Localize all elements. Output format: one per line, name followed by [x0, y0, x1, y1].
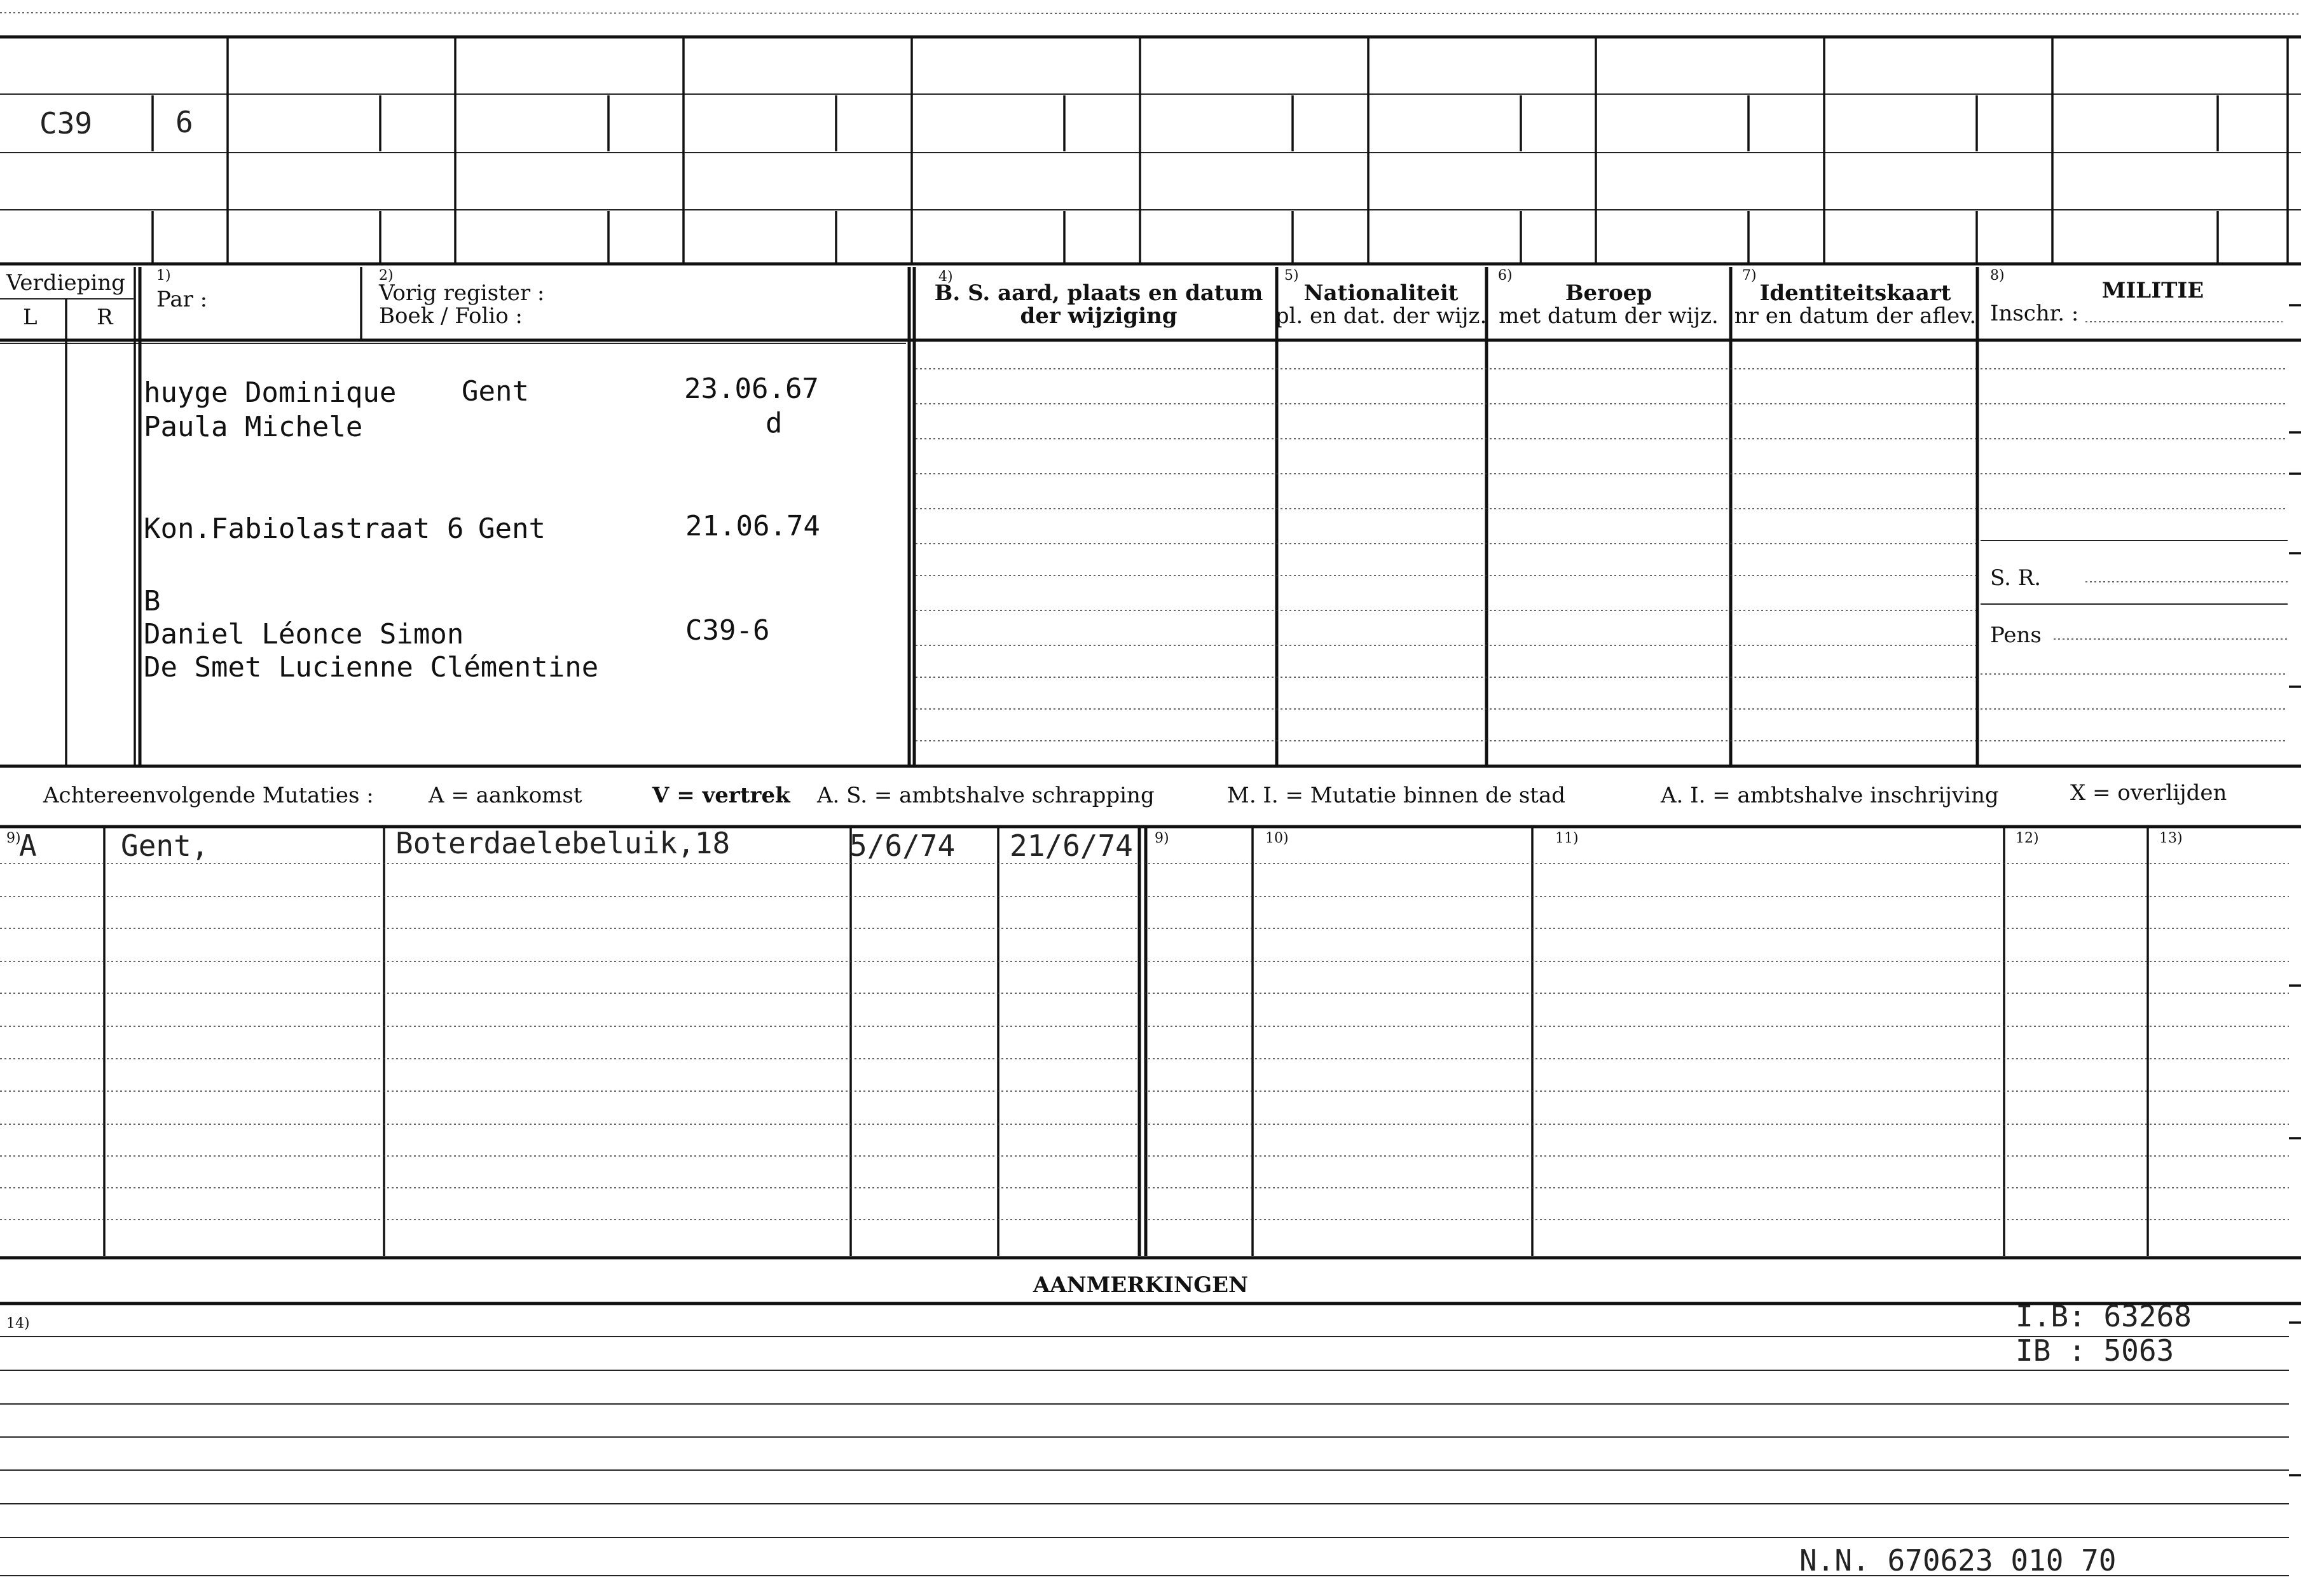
card-reference: C39-6	[685, 614, 770, 647]
national-number: N.N. 670623 010 70	[1799, 1543, 2117, 1578]
col7-title: Identiteitskaart	[1759, 280, 1951, 306]
card-code: C39	[39, 106, 93, 141]
mutation-date-2: 21/6/74	[1010, 829, 1133, 863]
col4-title: B. S. aard, plaats en datum	[934, 280, 1263, 306]
legend-v: V = vertrek	[652, 783, 790, 808]
col5-title: Nationaliteit	[1303, 280, 1459, 306]
address-date: 21.06.74	[685, 510, 820, 542]
l-label: L	[23, 305, 38, 330]
status-letter: B	[144, 585, 161, 617]
col6-subtitle: met datum der wijz.	[1499, 303, 1719, 329]
name-line-1: huyge Dominique	[144, 376, 397, 409]
remarks-title: AANMERKINGEN	[1033, 1272, 1249, 1298]
legend-ai: A. I. = ambtshalve inschrijving	[1661, 783, 1999, 808]
name-line-2: Paula Michele	[144, 411, 363, 443]
mother-name: De Smet Lucienne Clémentine	[144, 651, 599, 684]
militie-title: MILITIE	[2101, 278, 2204, 303]
col13-number: 13)	[2159, 830, 2183, 846]
ib-number-1: I.B: 63268	[2016, 1299, 2192, 1333]
mutation-date-1: 5/6/74	[849, 829, 956, 863]
col4-number: 4)	[938, 269, 953, 285]
inschr-label: Inschr. :	[1990, 301, 2079, 326]
col9b-number: 9)	[1155, 830, 1169, 846]
sex-mark: d	[766, 407, 783, 439]
legend-a: A = aankomst	[429, 783, 582, 808]
birth-date: 23.06.67	[684, 373, 819, 405]
r-label: R	[97, 305, 113, 330]
top-grid	[0, 13, 2301, 264]
legend-mi: M. I. = Mutatie binnen de stad	[1227, 783, 1565, 808]
par-label: Par :	[156, 287, 208, 312]
col6-title: Beroep	[1565, 280, 1652, 306]
legend-title: Achtereenvolgende Mutaties :	[43, 783, 374, 808]
col7-subtitle: nr en datum der aflev.	[1734, 303, 1977, 329]
ib-number-2: IB : 5063	[2016, 1333, 2174, 1368]
person-section	[144, 369, 2288, 741]
col6-number: 6)	[1498, 268, 1513, 284]
pens-label: Pens	[1990, 623, 2042, 648]
col10-number: 10)	[1265, 830, 1289, 846]
edge-ticks	[2289, 305, 2301, 1475]
card-number: 6	[175, 105, 193, 139]
remarks-section	[0, 1272, 2301, 1578]
col7-number: 7)	[1742, 268, 1757, 284]
col12-number: 12)	[2016, 830, 2039, 846]
col5-subtitle: pl. en dat. der wijz.	[1275, 303, 1487, 329]
col9-number: 9)	[6, 830, 21, 846]
vorig-number: 2)	[379, 268, 394, 284]
mutations-table	[0, 826, 2301, 1258]
mutation-type: A	[19, 829, 37, 863]
legend-x: X = overlijden	[2070, 780, 2227, 806]
par-number: 1)	[156, 268, 171, 284]
verdieping-label: Verdieping	[6, 270, 125, 296]
address: Kon.Fabiolastraat 6	[144, 513, 464, 545]
vorig-register-label: Vorig register :	[379, 280, 545, 306]
col11-number: 11)	[1555, 830, 1579, 846]
sr-label: S. R.	[1990, 565, 2042, 591]
mutation-city: Gent,	[121, 829, 209, 863]
mutations-legend	[0, 766, 2301, 808]
col8-number: 8)	[1990, 268, 2005, 284]
col5-number: 5)	[1284, 268, 1299, 284]
address-place: Gent	[478, 513, 546, 545]
birth-place: Gent	[462, 375, 529, 408]
father-name: Daniel Léonce Simon	[144, 618, 464, 650]
remarks-number: 14)	[6, 1316, 30, 1331]
mutation-address: Boterdaelebeluik,18	[395, 826, 731, 860]
boek-folio-label: Boek / Folio :	[379, 303, 523, 329]
col4-subtitle: der wijziging	[1020, 303, 1178, 329]
legend-as: A. S. = ambtshalve schrapping	[817, 783, 1155, 808]
